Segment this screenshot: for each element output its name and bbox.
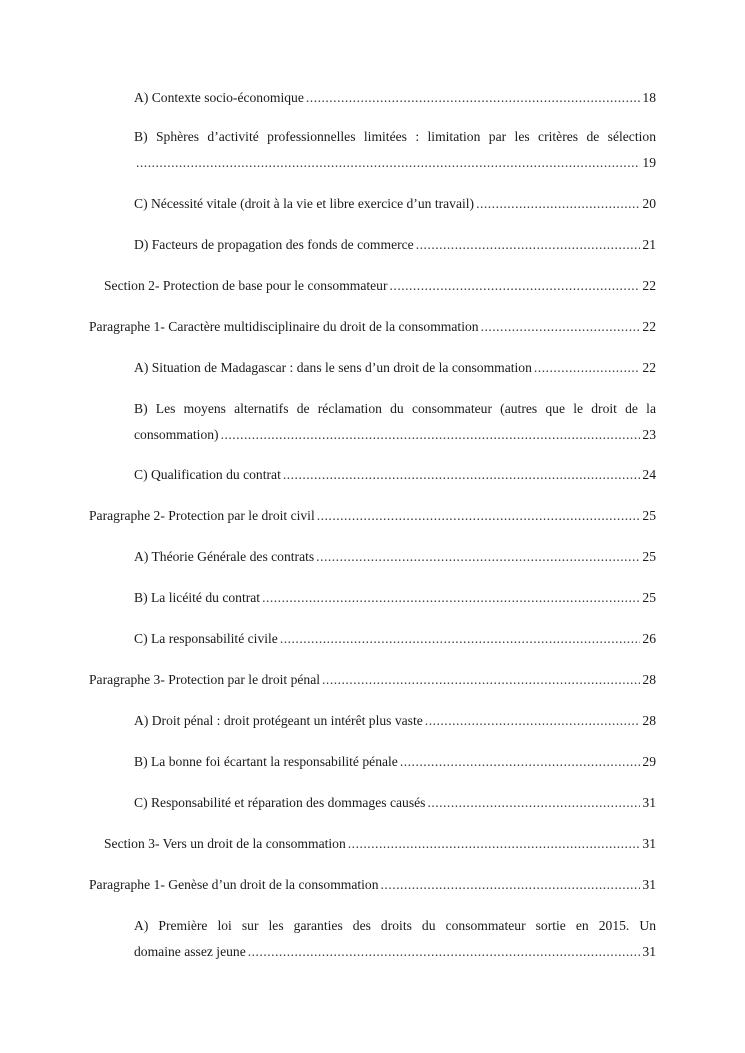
toc-entry-page: 24 [642, 467, 656, 482]
toc-entry-page: 20 [642, 196, 656, 211]
toc-entry-page: 31 [642, 944, 656, 959]
toc-entry-text: A) Théorie Générale des contrats [134, 549, 315, 564]
toc-leader-dots [534, 359, 641, 377]
toc-entry[interactable] [104, 835, 656, 853]
toc-entry-text-line1: A) Première loi sur les garanties des droits du consommateur sortie en 2015. Un [134, 918, 656, 933]
toc-leader-dots [390, 277, 641, 295]
toc-entry[interactable] [134, 466, 656, 484]
toc-entry-page: 23 [642, 427, 656, 442]
toc-entry-text: consommation) [134, 427, 219, 442]
toc-entry-text: Paragraphe 1- Genèse d’un droit de la consommation [89, 877, 379, 892]
toc-entry-first-line [134, 400, 656, 418]
toc-entry-first-line [134, 917, 656, 935]
toc-entry[interactable] [134, 359, 656, 377]
toc-leader-dots [280, 630, 641, 648]
toc-entry-first-line [134, 128, 656, 146]
toc-entry-text-line1: B) Sphères d’activité professionnelles limitées : limitation par les critères de sélection [134, 129, 656, 144]
toc-entry-page: 31 [642, 836, 656, 851]
toc-entry[interactable] [134, 794, 656, 812]
toc-entry-page: 31 [642, 877, 656, 892]
toc-entry-page: 28 [642, 713, 656, 728]
toc-entry-text: A) Droit pénal : droit protégeant un intérêt plus vaste [134, 713, 423, 728]
toc-entry-text: Section 2- Protection de base pour le consommateur [104, 278, 388, 293]
toc-entry-page: 22 [642, 360, 656, 375]
toc-entry-text: Paragraphe 2- Protection par le droit civil [89, 508, 315, 523]
toc-entry[interactable] [134, 89, 656, 107]
toc-leader-dots [416, 236, 641, 254]
toc-entry-page: 22 [642, 319, 656, 334]
toc-entry[interactable] [134, 943, 656, 961]
toc-entry[interactable] [134, 630, 656, 648]
toc-entry[interactable] [134, 753, 656, 771]
toc-entry[interactable] [134, 236, 656, 254]
toc-leader-dots [262, 589, 640, 607]
toc-entry-text: D) Facteurs de propagation des fonds de commerce [134, 237, 414, 252]
toc-entry-text: C) Qualification du contrat [134, 467, 281, 482]
toc-entry-page: 18 [642, 90, 656, 105]
toc-entry-page: 22 [642, 278, 656, 293]
toc-leader-dots [476, 195, 640, 213]
toc-leader-dots [400, 753, 641, 771]
toc-leader-dots [322, 671, 640, 689]
toc-entry-text: B) La licéité du contrat [134, 590, 261, 605]
toc-entry-text: A) Situation de Madagascar : dans le sens d’un droit de la consommation [134, 360, 532, 375]
toc-leader-dots [248, 943, 641, 961]
toc-leader-dots [481, 318, 641, 336]
toc-entry-page: 26 [642, 631, 656, 646]
toc-entry-page: 19 [642, 155, 656, 170]
toc-entry-text-line1: B) Les moyens alternatifs de réclamation du consommateur (autres que le droit de la [134, 401, 656, 416]
toc-entry-page: 21 [642, 237, 656, 252]
toc-entry[interactable] [134, 712, 656, 730]
toc-leader-dots [317, 507, 641, 525]
toc-entry-text: C) Nécessité vitale (droit à la vie et libre exercice d’un travail) [134, 196, 475, 211]
toc-entry-page: 25 [642, 549, 656, 564]
toc-entry[interactable] [89, 318, 656, 336]
toc-entry[interactable] [134, 589, 656, 607]
toc-entry-text: C) La responsabilité civile [134, 631, 278, 646]
toc-entry-text: A) Contexte socio-économique [134, 90, 304, 105]
toc-leader-dots [316, 548, 640, 566]
toc-entry-text: C) Responsabilité et réparation des dommages causés [134, 795, 426, 810]
toc-leader-dots [348, 835, 641, 853]
toc-leader-dots [427, 794, 640, 812]
toc-entry[interactable] [89, 876, 656, 894]
toc-entry-page: 25 [642, 508, 656, 523]
toc-entry[interactable] [89, 671, 656, 689]
toc-entry-text: Paragraphe 3- Protection par le droit pénal [89, 672, 321, 687]
toc-entry-page: 31 [642, 795, 656, 810]
toc-entry[interactable] [134, 154, 656, 172]
toc-entry-page: 29 [642, 754, 656, 769]
toc-entry[interactable] [134, 548, 656, 566]
toc-entry-text: Section 3- Vers un droit de la consommation [104, 836, 346, 851]
toc-leader-dots [221, 426, 641, 444]
toc-entry[interactable] [134, 426, 656, 444]
toc-leader-dots [381, 876, 641, 894]
toc-entry-page: 28 [642, 672, 656, 687]
toc-entry-text: domaine assez jeune [134, 944, 246, 959]
toc-entry[interactable] [134, 195, 656, 213]
toc-leader-dots [136, 154, 640, 172]
toc-entry-text: B) La bonne foi écartant la responsabilité pénale [134, 754, 398, 769]
toc-leader-dots [306, 89, 641, 107]
toc-entry-text: Paragraphe 1- Caractère multidisciplinaire du droit de la consommation [89, 319, 479, 334]
toc-entry[interactable] [89, 507, 656, 525]
toc-entry[interactable] [104, 277, 656, 295]
toc-leader-dots [425, 712, 641, 730]
toc-entry-page: 25 [642, 590, 656, 605]
toc-leader-dots [283, 466, 641, 484]
